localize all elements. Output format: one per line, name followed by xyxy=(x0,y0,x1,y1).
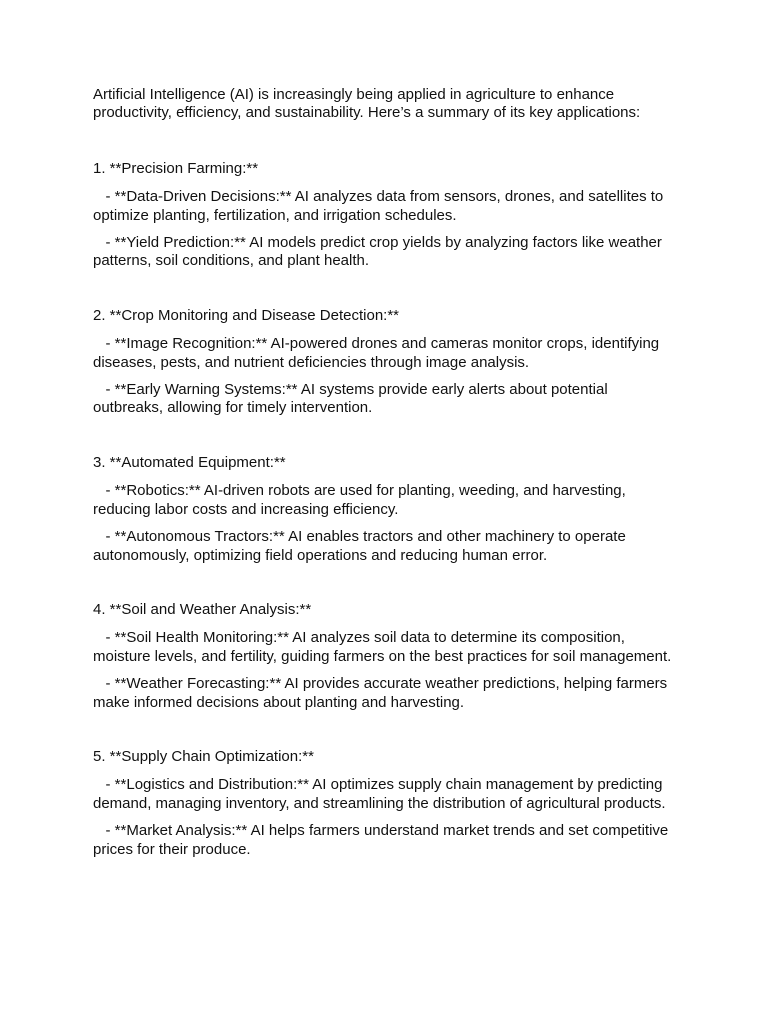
bullet-item: - **Market Analysis:** AI helps farmers understand market trends and set competitive prices for their produce. xyxy=(93,822,673,858)
bullet-item: - **Early Warning Systems:** AI systems provide early alerts about potential outbreaks, allowing for timely intervention. xyxy=(93,381,612,417)
section-heading: 4. **Soil and Weather Analysis:** xyxy=(93,600,312,618)
section-soil-weather xyxy=(93,601,675,712)
bullet-item: - **Robotics:** AI-driven robots are used for planting, weeding, and harvesting, reducing labor costs and increasing efficiency. xyxy=(93,482,630,518)
section-heading: 5. **Supply Chain Optimization:** xyxy=(93,747,314,765)
section-automated-equipment xyxy=(93,454,675,565)
section-heading: 2. **Crop Monitoring and Disease Detection:** xyxy=(93,306,399,324)
bullet-item: - **Yield Prediction:** AI models predict crop yields by analyzing factors like weather patterns, soil conditions, and plant health. xyxy=(93,234,667,270)
section-heading: 3. **Automated Equipment:** xyxy=(93,453,286,471)
section-precision-farming xyxy=(93,160,675,271)
bullet-item: - **Data-Driven Decisions:** AI analyzes data from sensors, drones, and satellites to optimize planting, fertilization, and irrigation schedules. xyxy=(93,188,668,224)
bullet-item: - **Soil Health Monitoring:** AI analyzes soil data to determine its composition, moisture levels, and fertility, guiding farmers on the best practices for soil management. xyxy=(93,629,672,665)
intro-paragraph: Artificial Intelligence (AI) is increasingly being applied in agriculture to enhance productivity, efficiency, and sustainability. Here’s a summary of its key applications: xyxy=(93,86,641,122)
bullet-item: - **Logistics and Distribution:** AI optimizes supply chain management by predicting demand, managing inventory, and streamlining the distribution of agricultural products. xyxy=(93,776,667,812)
section-supply-chain xyxy=(93,748,675,859)
section-heading: 1. **Precision Farming:** xyxy=(93,159,259,177)
bullet-item: - **Autonomous Tractors:** AI enables tractors and other machinery to operate autonomously, optimizing field operations and reducing human error. xyxy=(93,528,630,564)
section-crop-monitoring xyxy=(93,307,675,418)
bullet-item: - **Weather Forecasting:** AI provides accurate weather predictions, helping farmers make informed decisions about planting and harvesting. xyxy=(93,675,672,711)
bullet-item: - **Image Recognition:** AI-powered drones and cameras monitor crops, identifying diseases, pests, and nutrient deficiencies through image analysis. xyxy=(93,335,664,371)
